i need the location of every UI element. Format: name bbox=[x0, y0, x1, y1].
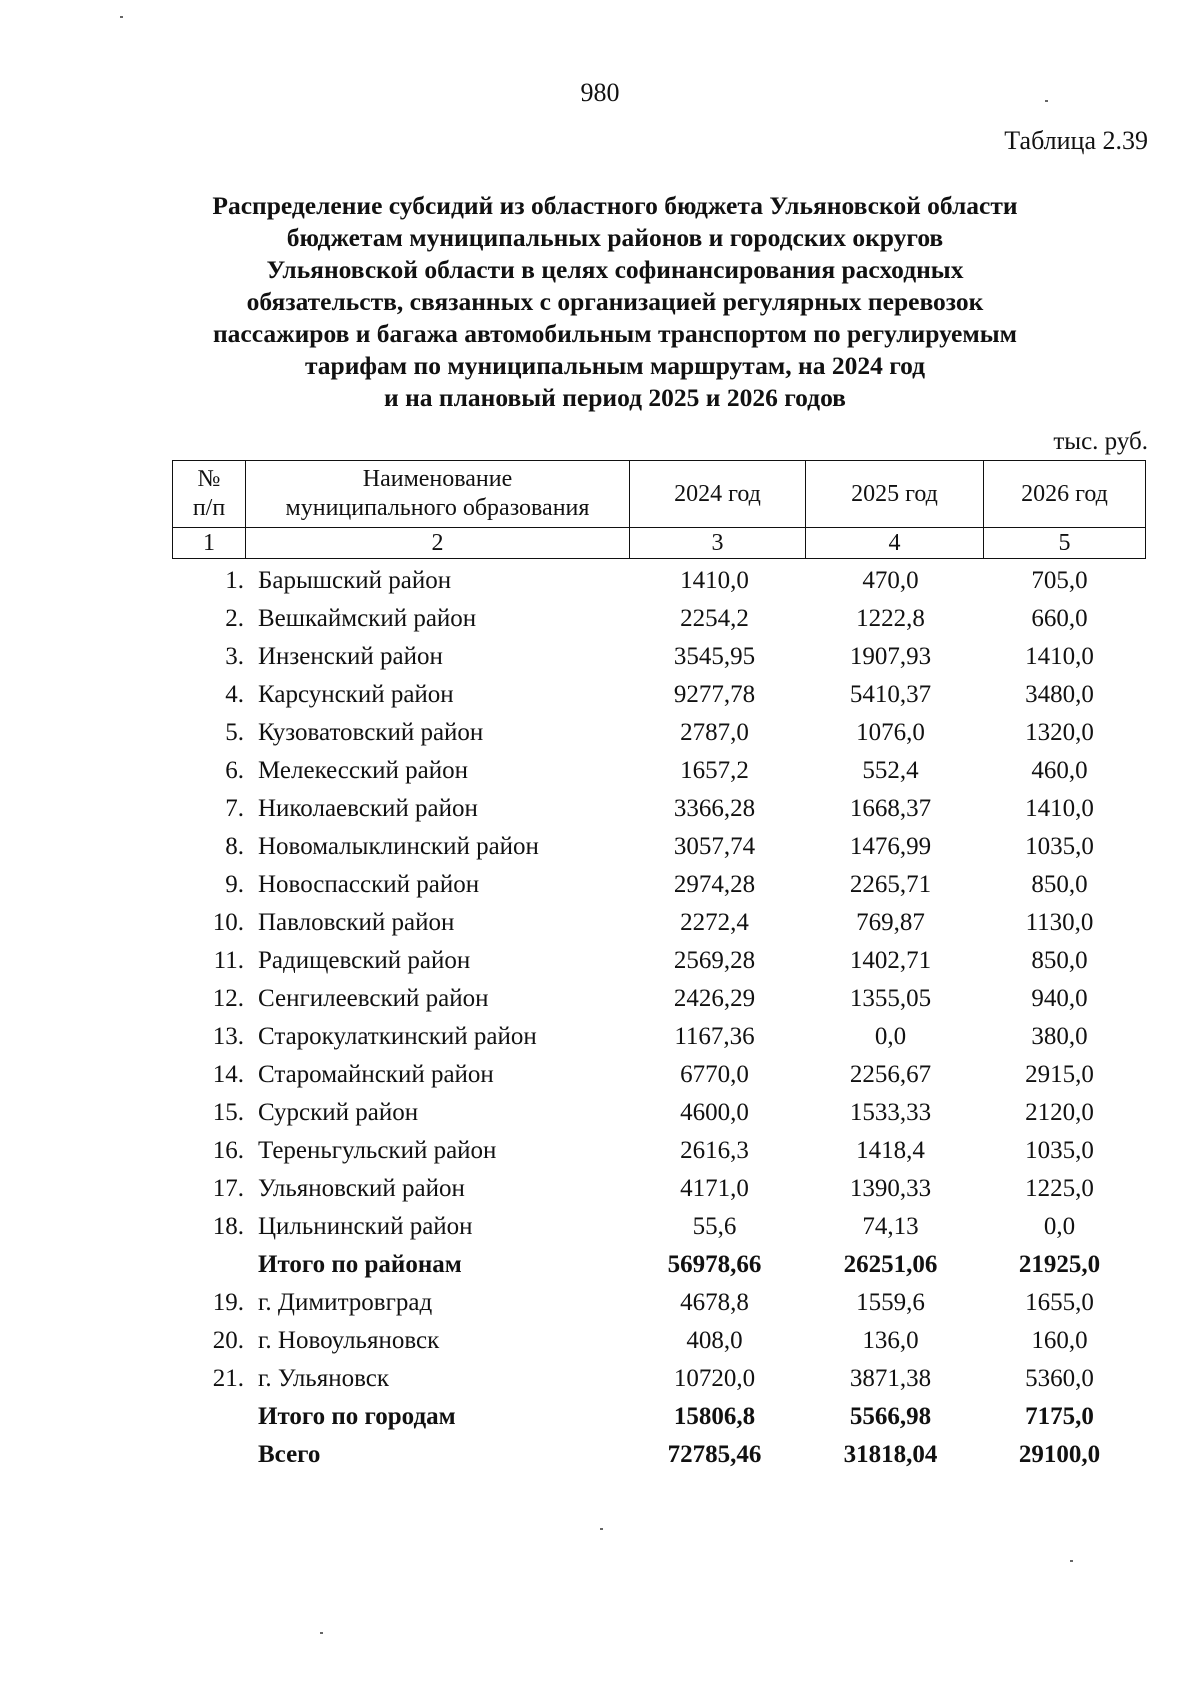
table-row bbox=[172, 752, 1144, 790]
value-2025: 74,13 bbox=[862, 1213, 919, 1240]
value-2024: 15806,8 bbox=[673, 1403, 756, 1430]
row-name: Вешкаймский район bbox=[258, 605, 477, 632]
value-2024: 4678,8 bbox=[680, 1289, 749, 1316]
value-2025: 1668,37 bbox=[849, 795, 932, 822]
value-2026: 1655,0 bbox=[1025, 1289, 1094, 1316]
row-name: Старомайнский район bbox=[258, 1061, 494, 1088]
row-name: Кузоватовский район bbox=[258, 719, 484, 746]
table-row bbox=[172, 562, 1144, 600]
title-line: Ульяновской области в целях софинансирования расходных bbox=[266, 255, 964, 284]
row-name: Новоспасский район bbox=[258, 871, 480, 898]
col-number-1: 1 bbox=[173, 528, 246, 559]
row-name: Павловский район bbox=[258, 909, 455, 936]
value-2025: 1390,33 bbox=[849, 1175, 932, 1202]
row-name: г. Ульяновск bbox=[258, 1365, 389, 1392]
row-name: Новомалыклинский район bbox=[258, 833, 539, 860]
value-2024: 2272,4 bbox=[680, 909, 749, 936]
value-2026: 1035,0 bbox=[1025, 1137, 1094, 1164]
table-row bbox=[172, 1284, 1144, 1322]
title-line: тарифам по муниципальным маршрутам, на 2024 год bbox=[304, 351, 926, 380]
value-2025: 1533,33 bbox=[849, 1099, 932, 1126]
value-2024: 72785,46 bbox=[667, 1441, 762, 1468]
value-2026: 1410,0 bbox=[1025, 643, 1094, 670]
table-row bbox=[172, 1360, 1144, 1398]
value-2024: 2974,28 bbox=[673, 871, 756, 898]
value-2024: 3366,28 bbox=[673, 795, 756, 822]
row-number: 6. bbox=[225, 757, 244, 784]
value-2026: 850,0 bbox=[1031, 947, 1088, 974]
value-2026: 29100,0 bbox=[1018, 1441, 1101, 1468]
value-2024: 56978,66 bbox=[667, 1251, 762, 1278]
table-row bbox=[172, 1094, 1144, 1132]
total-row bbox=[172, 1398, 1144, 1436]
table-row bbox=[172, 600, 1144, 638]
value-2026: 1320,0 bbox=[1025, 719, 1094, 746]
value-2024: 6770,0 bbox=[680, 1061, 749, 1088]
row-number: 11. bbox=[213, 947, 244, 974]
row-number: 10. bbox=[212, 909, 244, 936]
value-2025: 1402,71 bbox=[849, 947, 932, 974]
value-2025: 31818,04 bbox=[843, 1441, 938, 1468]
value-2025: 26251,06 bbox=[843, 1251, 938, 1278]
title-line: Распределение субсидий из областного бюджета Ульяновской области bbox=[212, 191, 1018, 220]
row-number: 15. bbox=[212, 1099, 244, 1126]
value-2024: 2254,2 bbox=[680, 605, 749, 632]
value-2026: 2915,0 bbox=[1025, 1061, 1094, 1088]
row-number: 3. bbox=[225, 643, 244, 670]
value-2025: 1559,6 bbox=[856, 1289, 925, 1316]
value-2026: 5360,0 bbox=[1025, 1365, 1094, 1392]
col-number-5: 5 bbox=[984, 528, 1146, 559]
value-2025: 1222,8 bbox=[856, 605, 925, 632]
table-row bbox=[172, 714, 1144, 752]
table-row bbox=[172, 980, 1144, 1018]
value-2024: 10720,0 bbox=[673, 1365, 756, 1392]
col-number-3: 3 bbox=[630, 528, 806, 559]
table-body bbox=[172, 562, 1144, 1474]
row-number: 5. bbox=[225, 719, 244, 746]
header-name-line2: муниципального образования bbox=[285, 495, 590, 521]
row-name: Итого по районам bbox=[258, 1251, 462, 1278]
col-number-2: 2 bbox=[246, 528, 630, 559]
col-number-4: 4 bbox=[806, 528, 984, 559]
table-row bbox=[172, 828, 1144, 866]
value-2026: 460,0 bbox=[1031, 757, 1088, 784]
value-2024: 3057,74 bbox=[673, 833, 756, 860]
value-2024: 2426,29 bbox=[673, 985, 756, 1012]
table-row bbox=[172, 1322, 1144, 1360]
scan-speck bbox=[1070, 1560, 1073, 1562]
value-2025: 1355,05 bbox=[849, 985, 932, 1012]
value-2025: 470,0 bbox=[862, 567, 919, 594]
row-number: 2. bbox=[225, 605, 244, 632]
title-line: и на плановый период 2025 и 2026 годов bbox=[384, 383, 846, 412]
row-name: Николаевский район bbox=[258, 795, 478, 822]
value-2026: 1130,0 bbox=[1025, 909, 1094, 936]
table-row bbox=[172, 904, 1144, 942]
row-number: 19. bbox=[212, 1289, 244, 1316]
value-2024: 408,0 bbox=[686, 1327, 743, 1354]
scan-speck bbox=[1045, 100, 1048, 102]
value-2025: 769,87 bbox=[856, 909, 925, 936]
table-row bbox=[172, 790, 1144, 828]
table-row bbox=[172, 1132, 1144, 1170]
value-2026: 380,0 bbox=[1031, 1023, 1088, 1050]
row-number: 8. bbox=[225, 833, 244, 860]
value-2026: 7175,0 bbox=[1025, 1403, 1094, 1430]
page-number: 980 bbox=[580, 78, 620, 107]
row-number: 9. bbox=[225, 871, 244, 898]
row-name: Старокулаткинский район bbox=[258, 1023, 537, 1050]
value-2025: 1076,0 bbox=[856, 719, 925, 746]
row-number: 20. bbox=[212, 1327, 244, 1354]
header-name-line1: Наименование bbox=[362, 466, 513, 492]
value-2026: 160,0 bbox=[1031, 1327, 1088, 1354]
value-2026: 0,0 bbox=[1043, 1213, 1076, 1240]
value-2025: 5566,98 bbox=[849, 1403, 932, 1430]
value-2024: 3545,95 bbox=[673, 643, 756, 670]
table-row bbox=[172, 1018, 1144, 1056]
value-2025: 1476,99 bbox=[849, 833, 932, 860]
header-name bbox=[246, 461, 630, 528]
total-row bbox=[172, 1246, 1144, 1284]
header-2026: 2026 год bbox=[984, 461, 1146, 528]
row-name: Сурский район bbox=[258, 1099, 419, 1126]
header-number bbox=[173, 461, 246, 528]
row-name: Инзенский район bbox=[258, 643, 443, 670]
title-line: бюджетам муниципальных районов и городских округов bbox=[286, 223, 944, 252]
row-name: г. Димитровград bbox=[258, 1289, 433, 1316]
table-row bbox=[172, 942, 1144, 980]
value-2026: 660,0 bbox=[1031, 605, 1088, 632]
row-name: Цильнинский район bbox=[258, 1213, 473, 1240]
table-row bbox=[172, 676, 1144, 714]
value-2024: 1657,2 bbox=[680, 757, 749, 784]
header-number-line1: № bbox=[197, 466, 221, 492]
value-2024: 4600,0 bbox=[680, 1099, 749, 1126]
value-2026: 21925,0 bbox=[1018, 1251, 1101, 1278]
row-number: 12. bbox=[212, 985, 244, 1012]
row-name: Радищевский район bbox=[258, 947, 471, 974]
value-2025: 0,0 bbox=[874, 1023, 907, 1050]
value-2025: 2265,71 bbox=[849, 871, 932, 898]
title-line: обязательств, связанных с организацией регулярных перевозок bbox=[246, 287, 984, 316]
value-2026: 1410,0 bbox=[1025, 795, 1094, 822]
value-2026: 1035,0 bbox=[1025, 833, 1094, 860]
value-2024: 1410,0 bbox=[680, 567, 749, 594]
value-2024: 2569,28 bbox=[673, 947, 756, 974]
table-row bbox=[172, 1056, 1144, 1094]
value-2025: 5410,37 bbox=[849, 681, 932, 708]
value-2024: 1167,36 bbox=[674, 1023, 755, 1050]
value-2026: 2120,0 bbox=[1025, 1099, 1094, 1126]
total-row bbox=[172, 1436, 1144, 1474]
row-name: Тереньгульский район bbox=[258, 1137, 497, 1164]
table-label: Таблица 2.39 bbox=[1004, 126, 1148, 155]
row-number: 14. bbox=[212, 1061, 244, 1088]
row-number: 18. bbox=[212, 1213, 244, 1240]
row-name: Сенгилеевский район bbox=[258, 985, 489, 1012]
value-2026: 940,0 bbox=[1031, 985, 1088, 1012]
row-name: г. Новоульяновск bbox=[258, 1327, 440, 1354]
header-2024: 2024 год bbox=[630, 461, 806, 528]
row-number: 1. bbox=[225, 567, 244, 594]
value-2025: 3871,38 bbox=[849, 1365, 932, 1392]
value-2026: 1225,0 bbox=[1025, 1175, 1094, 1202]
header-2025: 2025 год bbox=[806, 461, 984, 528]
row-number: 4. bbox=[225, 681, 244, 708]
table-title bbox=[170, 190, 1060, 414]
value-2024: 9277,78 bbox=[673, 681, 756, 708]
value-2026: 850,0 bbox=[1031, 871, 1088, 898]
units-label: тыс. руб. bbox=[1053, 428, 1148, 455]
value-2025: 1418,4 bbox=[856, 1137, 925, 1164]
header-number-line2: п/п bbox=[192, 495, 226, 521]
table-row bbox=[172, 866, 1144, 904]
value-2025: 552,4 bbox=[862, 757, 919, 784]
title-line: пассажиров и багажа автомобильным транспортом по регулируемым bbox=[212, 319, 1018, 348]
value-2026: 705,0 bbox=[1031, 567, 1088, 594]
value-2025: 2256,67 bbox=[849, 1061, 932, 1088]
value-2025: 136,0 bbox=[862, 1327, 919, 1354]
value-2024: 2616,3 bbox=[680, 1137, 749, 1164]
row-name: Итого по городам bbox=[258, 1403, 456, 1430]
value-2024: 55,6 bbox=[692, 1213, 737, 1240]
row-number: 17. bbox=[212, 1175, 244, 1202]
row-name: Карсунский район bbox=[258, 681, 454, 708]
row-number: 13. bbox=[212, 1023, 244, 1050]
table-row bbox=[172, 638, 1144, 676]
row-number: 21. bbox=[212, 1365, 244, 1392]
value-2024: 4171,0 bbox=[680, 1175, 749, 1202]
row-name: Всего bbox=[258, 1441, 321, 1468]
row-number: 7. bbox=[225, 795, 244, 822]
table-header bbox=[172, 460, 1146, 559]
scan-speck bbox=[320, 1632, 323, 1634]
table-row bbox=[172, 1208, 1144, 1246]
row-name: Барышский район bbox=[258, 567, 452, 594]
row-number: 16. bbox=[212, 1137, 244, 1164]
value-2025: 1907,93 bbox=[849, 643, 932, 670]
value-2024: 2787,0 bbox=[680, 719, 749, 746]
row-name: Мелекесский район bbox=[258, 757, 469, 784]
scan-speck bbox=[600, 1528, 603, 1530]
scan-speck bbox=[120, 16, 123, 18]
row-name: Ульяновский район bbox=[258, 1175, 465, 1202]
value-2026: 3480,0 bbox=[1025, 681, 1094, 708]
table-row bbox=[172, 1170, 1144, 1208]
